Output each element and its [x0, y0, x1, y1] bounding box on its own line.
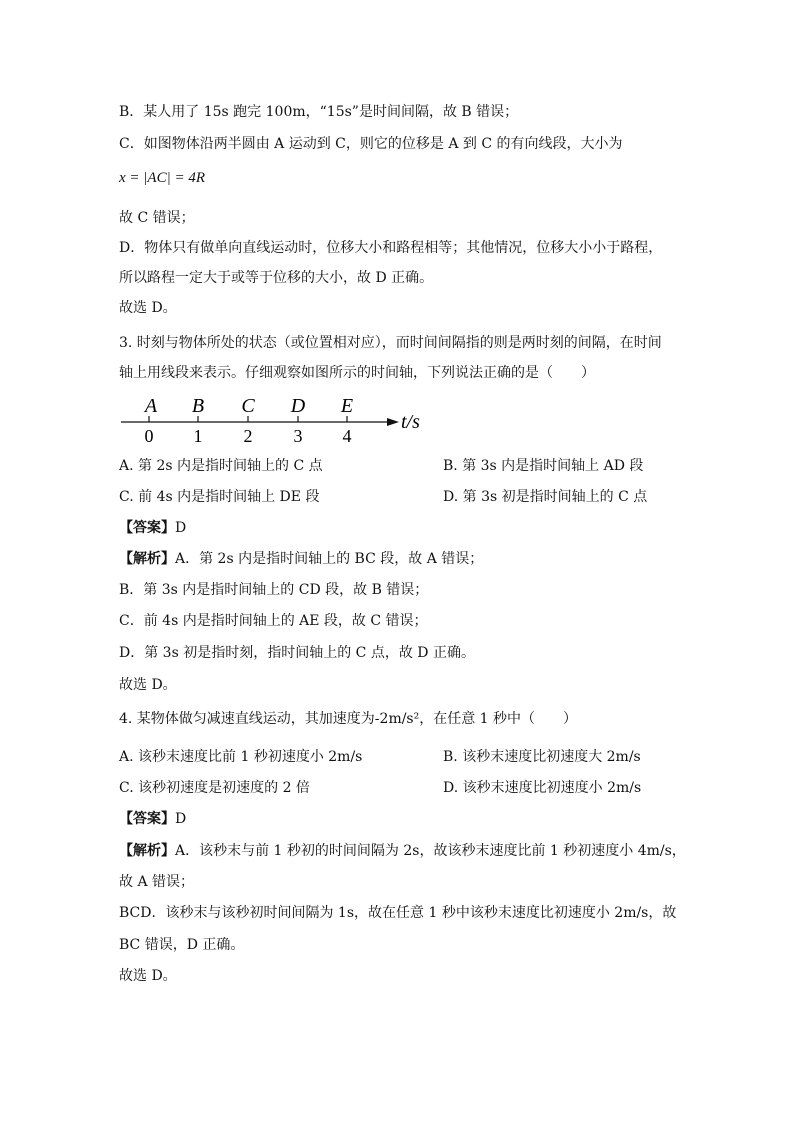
tick-label-4: 4	[342, 426, 352, 446]
q3-stem-line1: 3. 时刻与物体所处的状态（或位置相对应），而时间间隔指的则是两时刻的间隔，在时间	[119, 335, 662, 351]
q4-analysis-line1	[119, 841, 686, 861]
displacement-formula: x = |AC| = 4R	[119, 170, 205, 186]
answer-tag: 【答案】	[119, 811, 175, 827]
axis-unit-label: t/s	[401, 411, 420, 433]
prev-solution-option-d-line1: D．物体只有做单向直线运动时，位移大小和路程相等；其他情况，位移大小小于路程，	[119, 240, 663, 256]
q4-option-d: D. 该秒末速度比初速度小 2m/s	[443, 780, 642, 796]
analysis-tag: 【解析】	[119, 843, 175, 859]
tick-label-3: 3	[293, 426, 303, 446]
q4-analysis-line3: BCD．该秒末与该秒初时间间隔为 1s，故在任意 1 秒中该秒末速度比初速度小 2m/s，故	[119, 905, 677, 921]
q3-choice: 故选 D。	[119, 677, 177, 693]
q4-option-b: B. 该秒末速度比初速度大 2m/s	[443, 749, 641, 765]
q3-analysis-line2: B．第 3s 内是指时间轴上的 CD 段，故 B 错误；	[119, 582, 429, 598]
q3-answer	[119, 518, 186, 538]
q4-option-a: A. 该秒末速度比前 1 秒初速度小 2m/s	[119, 749, 363, 765]
point-label-a: A	[144, 395, 158, 417]
prev-solution-option-b: B．某人用了 15s 跑完 100m，“15s”是时间间隔，故 B 错误；	[119, 104, 519, 120]
analysis-text: A．该秒末与前 1 秒初的时间间隔为 2s，故该秒末速度比前 1 秒初速度小 4m/s，	[175, 843, 686, 859]
q3-analysis-line4: D．第 3s 初是指时刻，指时间轴上的 C 点，故 D 正确。	[119, 645, 475, 661]
q4-analysis-line4: BC 错误，D 正确。	[119, 937, 245, 953]
q3-timeline-figure	[115, 390, 425, 448]
prev-solution-choice: 故选 D。	[119, 300, 177, 316]
q3-option-b: B. 第 3s 内是指时间轴上 AD 段	[443, 458, 644, 474]
prev-solution-option-c: C．如图物体沿两半圆由 A 运动到 C，则它的位移是 A 到 C 的有向线段，大小为	[119, 136, 623, 152]
tick-label-0: 0	[144, 426, 154, 446]
q3-analysis-line3: C．前 4s 内是指时间轴上的 AE 段，故 C 错误；	[119, 613, 428, 629]
timeline-arrow	[387, 418, 399, 426]
prev-solution-option-d-line2: 所以路程一定大于或等于位移的大小，故 D 正确。	[119, 270, 434, 286]
q3-option-c: C. 前 4s 内是指时间轴上 DE 段	[119, 489, 320, 505]
q3-stem-line2: 轴上用线段来表示。仔细观察如图所示的时间轴，下列说法正确的是（ ）	[119, 365, 595, 381]
q3-option-a: A. 第 2s 内是指时间轴上的 C 点	[119, 458, 323, 474]
point-label-e: E	[340, 395, 354, 417]
point-label-d: D	[290, 395, 306, 417]
q4-analysis-line2: 故 A 错误；	[119, 874, 195, 890]
analysis-text: A．第 2s 内是指时间轴上的 BC 段，故 A 错误；	[175, 551, 484, 567]
answer-tag: 【答案】	[119, 520, 175, 536]
answer-value: D	[175, 520, 187, 536]
q4-stem: 4. 某物体做匀减速直线运动，其加速度为-2m/s²，在任意 1 秒中（ ）	[119, 711, 578, 727]
tick-label-1: 1	[193, 426, 203, 446]
prev-solution-c-conclusion: 故 C 错误；	[119, 210, 195, 226]
q4-option-c: C. 该秒初速度是初速度的 2 倍	[119, 780, 310, 796]
point-label-c: C	[241, 395, 255, 417]
tick-label-2: 2	[243, 426, 253, 446]
q3-analysis-line1	[119, 549, 483, 569]
q4-answer	[119, 809, 186, 829]
point-label-b: B	[191, 395, 205, 417]
answer-value: D	[175, 811, 187, 827]
analysis-tag: 【解析】	[119, 551, 175, 567]
q3-option-d: D. 第 3s 初是指时间轴上的 C 点	[443, 489, 648, 505]
q4-choice: 故选 D。	[119, 968, 177, 984]
